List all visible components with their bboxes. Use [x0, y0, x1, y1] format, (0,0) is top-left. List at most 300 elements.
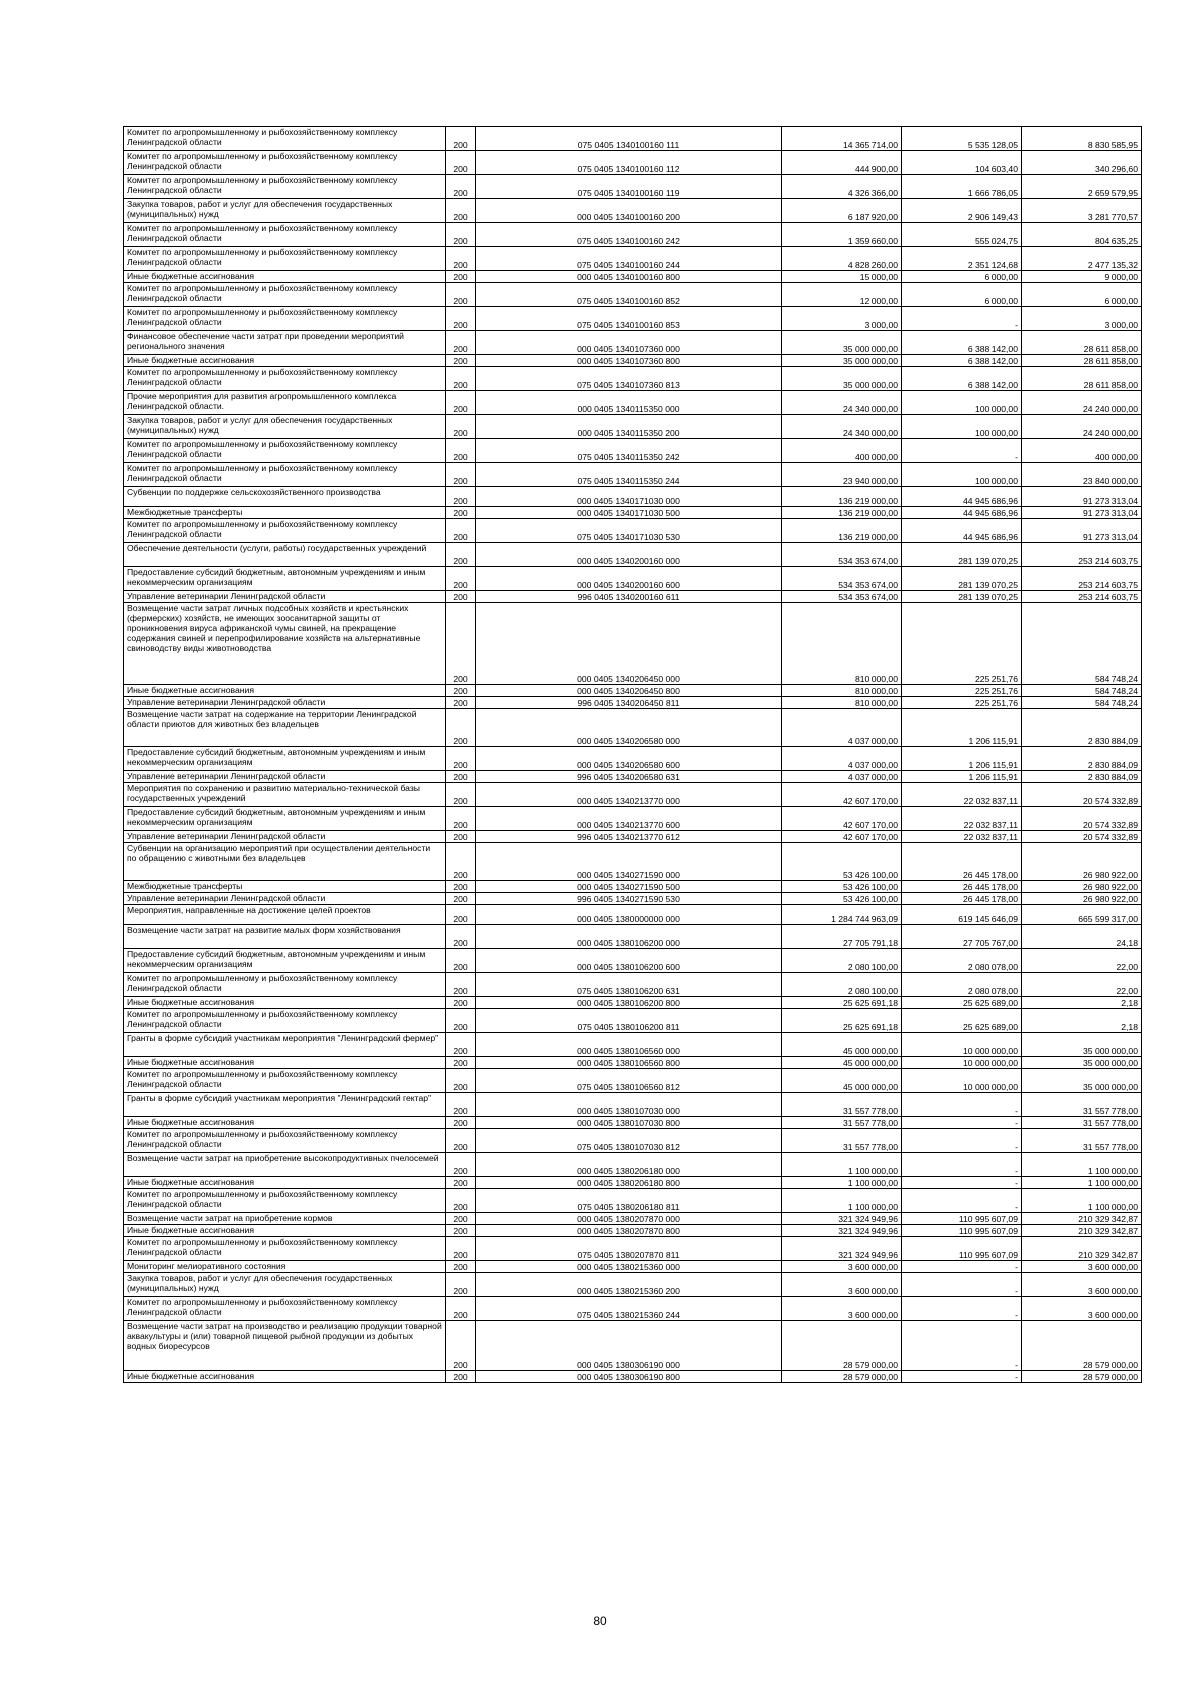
row-executed-amount: 100 000,00 — [902, 415, 1022, 439]
row-admin-code: 200 — [446, 1177, 476, 1189]
row-admin-code: 200 — [446, 881, 476, 893]
row-name: Иные бюджетные ассигнования — [124, 1225, 446, 1237]
row-unexecuted-amount: 3 600 000,00 — [1022, 1273, 1142, 1297]
row-approved-amount: 4 828 260,00 — [782, 247, 902, 271]
row-approved-amount: 3 600 000,00 — [782, 1261, 902, 1273]
row-admin-code: 200 — [446, 1057, 476, 1069]
row-classification-code: 000 0405 1340206580 600 — [476, 747, 782, 771]
row-approved-amount: 45 000 000,00 — [782, 1057, 902, 1069]
row-approved-amount: 45 000 000,00 — [782, 1069, 902, 1093]
row-approved-amount: 31 557 778,00 — [782, 1129, 902, 1153]
row-approved-amount: 27 705 791,18 — [782, 925, 902, 949]
table-row — [124, 367, 1142, 391]
row-executed-amount: 104 603,40 — [902, 151, 1022, 175]
row-classification-code: 000 0405 1340271590 000 — [476, 843, 782, 881]
row-classification-code: 075 0405 1340100160 111 — [476, 127, 782, 151]
row-unexecuted-amount: 584 748,24 — [1022, 697, 1142, 709]
row-unexecuted-amount: 22,00 — [1022, 973, 1142, 997]
row-name: Комитет по агропромышленному и рыбохозяйственному комплексу Ленинградской области — [124, 307, 446, 331]
row-classification-code: 000 0405 1380207870 800 — [476, 1225, 782, 1237]
row-unexecuted-amount: 253 214 603,75 — [1022, 567, 1142, 591]
row-approved-amount: 53 426 100,00 — [782, 843, 902, 881]
row-admin-code: 200 — [446, 603, 476, 685]
row-name: Иные бюджетные ассигнования — [124, 355, 446, 367]
row-admin-code: 200 — [446, 247, 476, 271]
row-classification-code: 000 0405 1340171030 500 — [476, 507, 782, 519]
row-classification-code: 075 0405 1340100160 119 — [476, 175, 782, 199]
row-executed-amount: 26 445 178,00 — [902, 843, 1022, 881]
row-classification-code: 000 0405 1380215360 200 — [476, 1273, 782, 1297]
row-classification-code: 000 0405 1340206450 800 — [476, 685, 782, 697]
row-classification-code: 075 0405 1340115350 242 — [476, 439, 782, 463]
row-classification-code: 000 0405 1380206180 000 — [476, 1153, 782, 1177]
row-approved-amount: 45 000 000,00 — [782, 1033, 902, 1057]
row-approved-amount: 4 037 000,00 — [782, 771, 902, 783]
table-row — [124, 1261, 1142, 1273]
row-name: Иные бюджетные ассигнования — [124, 997, 446, 1009]
row-unexecuted-amount: 2 830 884,09 — [1022, 709, 1142, 747]
budget-table-body — [124, 127, 1142, 1383]
table-row — [124, 997, 1142, 1009]
row-unexecuted-amount: 3 000,00 — [1022, 307, 1142, 331]
row-admin-code: 200 — [446, 1237, 476, 1261]
row-admin-code: 200 — [446, 283, 476, 307]
row-approved-amount: 534 353 674,00 — [782, 591, 902, 603]
row-approved-amount: 24 340 000,00 — [782, 391, 902, 415]
row-executed-amount: 10 000 000,00 — [902, 1069, 1022, 1093]
row-admin-code: 200 — [446, 1033, 476, 1057]
page-number: 80 — [593, 1614, 607, 1628]
row-executed-amount: 6 388 142,00 — [902, 331, 1022, 355]
row-name: Иные бюджетные ассигнования — [124, 271, 446, 283]
row-executed-amount: 10 000 000,00 — [902, 1057, 1022, 1069]
row-executed-amount: 22 032 837,11 — [902, 831, 1022, 843]
table-row — [124, 1129, 1142, 1153]
row-admin-code: 200 — [446, 807, 476, 831]
row-unexecuted-amount: 804 635,25 — [1022, 223, 1142, 247]
row-approved-amount: 810 000,00 — [782, 603, 902, 685]
row-admin-code: 200 — [446, 1273, 476, 1297]
row-approved-amount: 534 353 674,00 — [782, 543, 902, 567]
row-executed-amount: 22 032 837,11 — [902, 807, 1022, 831]
row-admin-code: 200 — [446, 391, 476, 415]
row-classification-code: 000 0405 1380106200 600 — [476, 949, 782, 973]
row-unexecuted-amount: 2,18 — [1022, 997, 1142, 1009]
table-row — [124, 271, 1142, 283]
row-name: Возмещение части затрат на производство и реализацию продукции товарной аквакультуры и (или) товарной пищевой рыбной продукции из добытых водных биоресурсов — [124, 1321, 446, 1371]
table-row — [124, 223, 1142, 247]
row-name: Предоставление субсидий бюджетным, автономным учреждениям и иным некоммерческим организациям — [124, 747, 446, 771]
row-classification-code: 075 0405 1380106560 812 — [476, 1069, 782, 1093]
table-row — [124, 973, 1142, 997]
row-classification-code: 000 0405 1380000000 000 — [476, 905, 782, 925]
row-unexecuted-amount: 91 273 313,04 — [1022, 507, 1142, 519]
row-name: Мероприятия, направленные на достижение целей проектов — [124, 905, 446, 925]
table-row — [124, 1273, 1142, 1297]
row-name: Управление ветеринарии Ленинградской области — [124, 831, 446, 843]
row-classification-code: 075 0405 1340100160 242 — [476, 223, 782, 247]
table-row — [124, 127, 1142, 151]
row-classification-code: 075 0405 1340115350 244 — [476, 463, 782, 487]
row-approved-amount: 6 187 920,00 — [782, 199, 902, 223]
row-classification-code: 000 0405 1380106200 000 — [476, 925, 782, 949]
table-row — [124, 1009, 1142, 1033]
table-row — [124, 307, 1142, 331]
row-classification-code: 075 0405 1340100160 852 — [476, 283, 782, 307]
row-unexecuted-amount: 35 000 000,00 — [1022, 1033, 1142, 1057]
row-executed-amount: 225 251,76 — [902, 603, 1022, 685]
row-unexecuted-amount: 91 273 313,04 — [1022, 487, 1142, 507]
row-executed-amount: 6 000,00 — [902, 271, 1022, 283]
table-row — [124, 331, 1142, 355]
row-unexecuted-amount: 2 830 884,09 — [1022, 747, 1142, 771]
row-name: Возмещение части затрат на приобретение кормов — [124, 1213, 446, 1225]
row-admin-code: 200 — [446, 543, 476, 567]
table-row — [124, 415, 1142, 439]
row-admin-code: 200 — [446, 331, 476, 355]
row-name: Субвенции на организацию мероприятий при осуществлении деятельности по обращению с животными без владельцев — [124, 843, 446, 881]
row-name: Иные бюджетные ассигнования — [124, 1177, 446, 1189]
row-executed-amount: 1 206 115,91 — [902, 709, 1022, 747]
row-executed-amount: 619 145 646,09 — [902, 905, 1022, 925]
row-executed-amount: 2 906 149,43 — [902, 199, 1022, 223]
table-row — [124, 1057, 1142, 1069]
row-classification-code: 075 0405 1380106200 631 — [476, 973, 782, 997]
table-row — [124, 1237, 1142, 1261]
row-name: Иные бюджетные ассигнования — [124, 1057, 446, 1069]
row-classification-code: 000 0405 1380306190 800 — [476, 1371, 782, 1383]
row-admin-code: 200 — [446, 1321, 476, 1371]
table-row — [124, 905, 1142, 925]
row-unexecuted-amount: 584 748,24 — [1022, 603, 1142, 685]
row-classification-code: 075 0405 1380107030 812 — [476, 1129, 782, 1153]
table-row — [124, 709, 1142, 747]
table-row — [124, 831, 1142, 843]
row-name: Возмещение части затрат на содержание на территории Ленинградской области приютов для животных без владельцев — [124, 709, 446, 747]
row-unexecuted-amount: 35 000 000,00 — [1022, 1069, 1142, 1093]
row-admin-code: 200 — [446, 783, 476, 807]
row-approved-amount: 31 557 778,00 — [782, 1093, 902, 1117]
row-unexecuted-amount: 91 273 313,04 — [1022, 519, 1142, 543]
row-executed-amount: - — [902, 1093, 1022, 1117]
row-classification-code: 000 0405 1340271590 500 — [476, 881, 782, 893]
row-admin-code: 200 — [446, 949, 476, 973]
row-approved-amount: 35 000 000,00 — [782, 367, 902, 391]
row-name: Управление ветеринарии Ленинградской области — [124, 591, 446, 603]
row-approved-amount: 136 219 000,00 — [782, 519, 902, 543]
row-approved-amount: 25 625 691,18 — [782, 1009, 902, 1033]
row-unexecuted-amount: 253 214 603,75 — [1022, 591, 1142, 603]
row-approved-amount: 810 000,00 — [782, 697, 902, 709]
row-admin-code: 200 — [446, 747, 476, 771]
row-executed-amount: 44 945 686,96 — [902, 487, 1022, 507]
row-classification-code: 996 0405 1340271590 530 — [476, 893, 782, 905]
row-unexecuted-amount: 20 574 332,89 — [1022, 807, 1142, 831]
row-approved-amount: 534 353 674,00 — [782, 567, 902, 591]
row-unexecuted-amount: 26 980 922,00 — [1022, 881, 1142, 893]
table-row — [124, 543, 1142, 567]
table-row — [124, 807, 1142, 831]
table-row — [124, 1033, 1142, 1057]
row-executed-amount: 25 625 689,00 — [902, 1009, 1022, 1033]
budget-table — [123, 126, 1142, 1383]
row-admin-code: 200 — [446, 591, 476, 603]
row-classification-code: 000 0405 1340115350 000 — [476, 391, 782, 415]
row-name: Комитет по агропромышленному и рыбохозяйственному комплексу Ленинградской области — [124, 1189, 446, 1213]
row-executed-amount: 6 000,00 — [902, 283, 1022, 307]
table-row — [124, 747, 1142, 771]
row-executed-amount: - — [902, 1261, 1022, 1273]
row-approved-amount: 42 607 170,00 — [782, 831, 902, 843]
row-executed-amount: - — [902, 1297, 1022, 1321]
row-admin-code: 200 — [446, 997, 476, 1009]
row-classification-code: 000 0405 1340200160 600 — [476, 567, 782, 591]
row-admin-code: 200 — [446, 487, 476, 507]
row-admin-code: 200 — [446, 367, 476, 391]
row-name: Закупка товаров, работ и услуг для обеспечения государственных (муниципальных) нужд — [124, 199, 446, 223]
row-classification-code: 000 0405 1340171030 000 — [476, 487, 782, 507]
row-name: Закупка товаров, работ и услуг для обеспечения государственных (муниципальных) нужд — [124, 1273, 446, 1297]
row-executed-amount: 110 995 607,09 — [902, 1237, 1022, 1261]
row-executed-amount: 281 139 070,25 — [902, 591, 1022, 603]
row-name: Гранты в форме субсидий участникам мероприятия "Ленинградский фермер" — [124, 1033, 446, 1057]
table-row — [124, 199, 1142, 223]
row-name: Комитет по агропромышленному и рыбохозяйственному комплексу Ленинградской области — [124, 1009, 446, 1033]
row-admin-code: 200 — [446, 1371, 476, 1383]
row-approved-amount: 400 000,00 — [782, 439, 902, 463]
row-name: Комитет по агропромышленному и рыбохозяйственному комплексу Ленинградской области — [124, 223, 446, 247]
row-admin-code: 200 — [446, 355, 476, 367]
row-name: Иные бюджетные ассигнования — [124, 1117, 446, 1129]
row-executed-amount: 555 024,75 — [902, 223, 1022, 247]
row-unexecuted-amount: 20 574 332,89 — [1022, 783, 1142, 807]
row-unexecuted-amount: 6 000,00 — [1022, 283, 1142, 307]
row-executed-amount: 225 251,76 — [902, 685, 1022, 697]
row-classification-code: 000 0405 1380306190 000 — [476, 1321, 782, 1371]
row-unexecuted-amount: 2 477 135,32 — [1022, 247, 1142, 271]
row-classification-code: 996 0405 1340206580 631 — [476, 771, 782, 783]
table-row — [124, 949, 1142, 973]
row-unexecuted-amount: 24 240 000,00 — [1022, 391, 1142, 415]
row-executed-amount: 26 445 178,00 — [902, 881, 1022, 893]
row-name: Комитет по агропромышленному и рыбохозяйственному комплексу Ленинградской области — [124, 1069, 446, 1093]
row-classification-code: 000 0405 1380206180 800 — [476, 1177, 782, 1189]
table-row — [124, 893, 1142, 905]
row-classification-code: 075 0405 1340100160 244 — [476, 247, 782, 271]
row-executed-amount: 5 535 128,05 — [902, 127, 1022, 151]
row-admin-code: 200 — [446, 1009, 476, 1033]
row-executed-amount: 2 080 078,00 — [902, 973, 1022, 997]
table-row — [124, 843, 1142, 881]
row-executed-amount: - — [902, 307, 1022, 331]
row-approved-amount: 136 219 000,00 — [782, 487, 902, 507]
row-classification-code: 000 0405 1380106560 800 — [476, 1057, 782, 1069]
row-unexecuted-amount: 28 579 000,00 — [1022, 1371, 1142, 1383]
row-unexecuted-amount: 3 281 770,57 — [1022, 199, 1142, 223]
row-classification-code: 996 0405 1340213770 612 — [476, 831, 782, 843]
table-row — [124, 771, 1142, 783]
row-executed-amount: 110 995 607,09 — [902, 1213, 1022, 1225]
row-classification-code: 075 0405 1340171030 530 — [476, 519, 782, 543]
row-admin-code: 200 — [446, 1189, 476, 1213]
row-classification-code: 996 0405 1340206450 811 — [476, 697, 782, 709]
row-admin-code: 200 — [446, 519, 476, 543]
table-row — [124, 1153, 1142, 1177]
row-approved-amount: 4 326 366,00 — [782, 175, 902, 199]
row-unexecuted-amount: 8 830 585,95 — [1022, 127, 1142, 151]
table-row — [124, 283, 1142, 307]
row-approved-amount: 15 000,00 — [782, 271, 902, 283]
row-name: Управление ветеринарии Ленинградской области — [124, 893, 446, 905]
row-name: Предоставление субсидий бюджетным, автономным учреждениям и иным некоммерческим организациям — [124, 567, 446, 591]
row-executed-amount: 1 206 115,91 — [902, 747, 1022, 771]
row-classification-code: 000 0405 1340107360 800 — [476, 355, 782, 367]
row-classification-code: 000 0405 1340115350 200 — [476, 415, 782, 439]
row-admin-code: 200 — [446, 127, 476, 151]
row-name: Финансовое обеспечение части затрат при проведении мероприятий регионального значения — [124, 331, 446, 355]
row-executed-amount: - — [902, 1177, 1022, 1189]
row-classification-code: 000 0405 1340100160 800 — [476, 271, 782, 283]
row-unexecuted-amount: 28 611 858,00 — [1022, 331, 1142, 355]
table-row — [124, 355, 1142, 367]
row-admin-code: 200 — [446, 223, 476, 247]
table-row — [124, 1117, 1142, 1129]
row-unexecuted-amount: 210 329 342,87 — [1022, 1237, 1142, 1261]
row-unexecuted-amount: 26 980 922,00 — [1022, 893, 1142, 905]
table-row — [124, 1213, 1142, 1225]
row-executed-amount: 110 995 607,09 — [902, 1225, 1022, 1237]
row-classification-code: 075 0405 1380106200 811 — [476, 1009, 782, 1033]
row-name: Предоставление субсидий бюджетным, автономным учреждениям и иным некоммерческим организациям — [124, 807, 446, 831]
row-admin-code: 200 — [446, 709, 476, 747]
row-classification-code: 075 0405 1340100160 112 — [476, 151, 782, 175]
table-row — [124, 685, 1142, 697]
row-name: Межбюджетные трансферты — [124, 881, 446, 893]
row-approved-amount: 3 600 000,00 — [782, 1297, 902, 1321]
row-executed-amount: 281 139 070,25 — [902, 567, 1022, 591]
row-unexecuted-amount: 1 100 000,00 — [1022, 1177, 1142, 1189]
row-approved-amount: 53 426 100,00 — [782, 881, 902, 893]
row-classification-code: 000 0405 1380106560 000 — [476, 1033, 782, 1057]
row-executed-amount: 2 351 124,68 — [902, 247, 1022, 271]
row-executed-amount: - — [902, 1273, 1022, 1297]
row-classification-code: 000 0405 1380215360 000 — [476, 1261, 782, 1273]
row-executed-amount: 281 139 070,25 — [902, 543, 1022, 567]
row-name: Мониторинг мелиоративного состояния — [124, 1261, 446, 1273]
row-classification-code: 000 0405 1340213770 000 — [476, 783, 782, 807]
row-unexecuted-amount: 23 840 000,00 — [1022, 463, 1142, 487]
row-admin-code: 200 — [446, 151, 476, 175]
row-executed-amount: 100 000,00 — [902, 463, 1022, 487]
row-approved-amount: 4 037 000,00 — [782, 747, 902, 771]
row-unexecuted-amount: 210 329 342,87 — [1022, 1225, 1142, 1237]
row-unexecuted-amount: 210 329 342,87 — [1022, 1213, 1142, 1225]
row-classification-code: 000 0405 1380207870 000 — [476, 1213, 782, 1225]
row-executed-amount: 6 388 142,00 — [902, 367, 1022, 391]
row-name: Комитет по агропромышленному и рыбохозяйственному комплексу Ленинградской области — [124, 1237, 446, 1261]
row-executed-amount: - — [902, 439, 1022, 463]
row-name: Комитет по агропромышленному и рыбохозяйственному комплексу Ленинградской области — [124, 367, 446, 391]
row-admin-code: 200 — [446, 1117, 476, 1129]
row-unexecuted-amount: 24 240 000,00 — [1022, 415, 1142, 439]
row-name: Управление ветеринарии Ленинградской области — [124, 697, 446, 709]
table-row — [124, 487, 1142, 507]
row-unexecuted-amount: 20 574 332,89 — [1022, 831, 1142, 843]
row-unexecuted-amount: 9 000,00 — [1022, 271, 1142, 283]
table-row — [124, 925, 1142, 949]
row-unexecuted-amount: 3 600 000,00 — [1022, 1297, 1142, 1321]
row-approved-amount: 42 607 170,00 — [782, 807, 902, 831]
row-name: Закупка товаров, работ и услуг для обеспечения государственных (муниципальных) нужд — [124, 415, 446, 439]
row-approved-amount: 321 324 949,96 — [782, 1225, 902, 1237]
table-row — [124, 1069, 1142, 1093]
row-unexecuted-amount: 35 000 000,00 — [1022, 1057, 1142, 1069]
row-admin-code: 200 — [446, 415, 476, 439]
table-row — [124, 1321, 1142, 1371]
row-name: Комитет по агропромышленному и рыбохозяйственному комплексу Ленинградской области — [124, 519, 446, 543]
row-approved-amount: 23 940 000,00 — [782, 463, 902, 487]
row-name: Комитет по агропромышленному и рыбохозяйственному комплексу Ленинградской области — [124, 973, 446, 997]
row-executed-amount: - — [902, 1371, 1022, 1383]
row-name: Комитет по агропромышленному и рыбохозяйственному комплексу Ленинградской области — [124, 151, 446, 175]
row-unexecuted-amount: 26 980 922,00 — [1022, 843, 1142, 881]
table-row — [124, 247, 1142, 271]
row-name: Возмещение части затрат на развитие малых форм хозяйствования — [124, 925, 446, 949]
row-name: Возмещение части затрат на приобретение высокопродуктивных пчелосемей — [124, 1153, 446, 1177]
row-name: Обеспечение деятельности (услуги, работы) государственных учреждений — [124, 543, 446, 567]
table-row — [124, 1189, 1142, 1213]
row-unexecuted-amount: 253 214 603,75 — [1022, 543, 1142, 567]
row-admin-code: 200 — [446, 893, 476, 905]
row-approved-amount: 3 600 000,00 — [782, 1273, 902, 1297]
table-row — [124, 151, 1142, 175]
row-name: Комитет по агропромышленному и рыбохозяйственному комплексу Ленинградской области — [124, 127, 446, 151]
row-unexecuted-amount: 665 599 317,00 — [1022, 905, 1142, 925]
row-unexecuted-amount: 31 557 778,00 — [1022, 1117, 1142, 1129]
row-approved-amount: 53 426 100,00 — [782, 893, 902, 905]
row-approved-amount: 1 100 000,00 — [782, 1153, 902, 1177]
row-unexecuted-amount: 28 579 000,00 — [1022, 1321, 1142, 1371]
row-approved-amount: 24 340 000,00 — [782, 415, 902, 439]
row-executed-amount: - — [902, 1153, 1022, 1177]
row-classification-code: 000 0405 1340213770 600 — [476, 807, 782, 831]
row-unexecuted-amount: 31 557 778,00 — [1022, 1093, 1142, 1117]
row-admin-code: 200 — [446, 1093, 476, 1117]
row-name: Комитет по агропромышленному и рыбохозяйственному комплексу Ленинградской области — [124, 1129, 446, 1153]
row-classification-code: 000 0405 1340206450 000 — [476, 603, 782, 685]
row-unexecuted-amount: 1 100 000,00 — [1022, 1189, 1142, 1213]
table-row — [124, 1177, 1142, 1189]
row-classification-code: 000 0405 1380106200 800 — [476, 997, 782, 1009]
table-row — [124, 391, 1142, 415]
row-approved-amount: 136 219 000,00 — [782, 507, 902, 519]
row-approved-amount: 444 900,00 — [782, 151, 902, 175]
table-row — [124, 1371, 1142, 1383]
row-approved-amount: 12 000,00 — [782, 283, 902, 307]
row-classification-code: 000 0405 1380107030 800 — [476, 1117, 782, 1129]
row-admin-code: 200 — [446, 199, 476, 223]
row-name: Комитет по агропромышленному и рыбохозяйственному комплексу Ленинградской области — [124, 283, 446, 307]
row-admin-code: 200 — [446, 973, 476, 997]
row-admin-code: 200 — [446, 1225, 476, 1237]
row-admin-code: 200 — [446, 439, 476, 463]
row-admin-code: 200 — [446, 697, 476, 709]
row-executed-amount: 100 000,00 — [902, 391, 1022, 415]
table-row — [124, 697, 1142, 709]
row-name: Возмещение части затрат личных подсобных хозяйств и крестьянских (фермерских) хозяйств, не имеющих зоосанитарной защиты от проникновения вируса африканской чумы свиней, на прекращение содержания свиней и перепрофилирование хозяйств на альтернативные свиноводству виды животноводства — [124, 603, 446, 685]
row-executed-amount: 26 445 178,00 — [902, 893, 1022, 905]
row-approved-amount: 28 579 000,00 — [782, 1371, 902, 1383]
